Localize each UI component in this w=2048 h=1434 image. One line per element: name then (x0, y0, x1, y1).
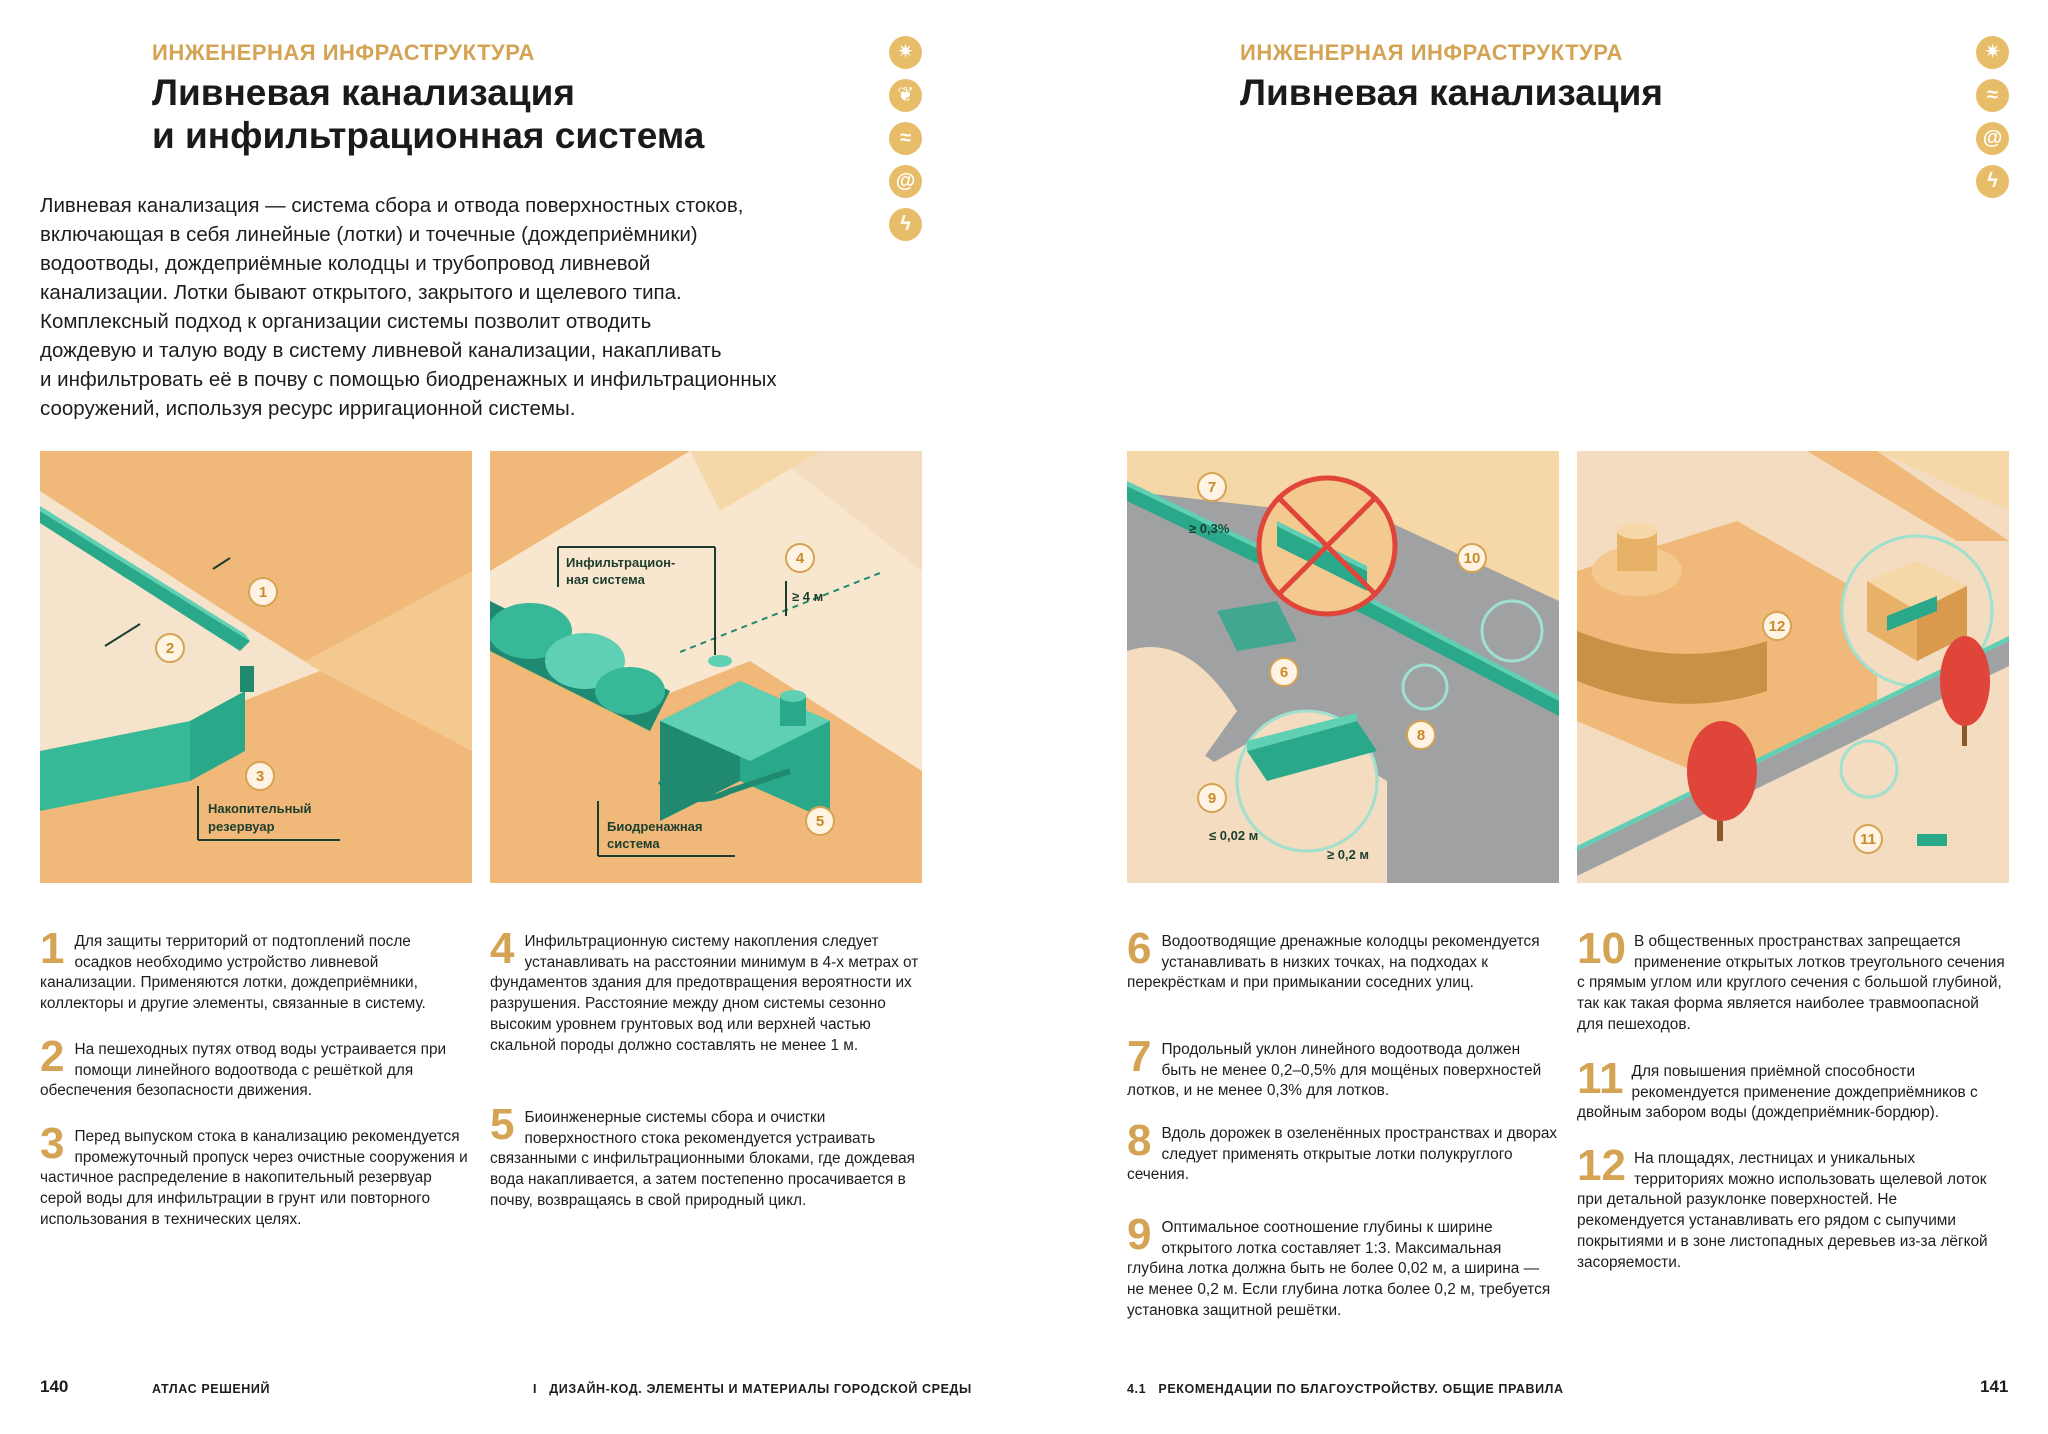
list-item-1 (40, 924, 472, 1015)
label-infiltration-line1: Инфильтрацион- (566, 555, 676, 570)
list-item-4 (490, 924, 922, 1056)
label-biodrain-line2: система (607, 836, 660, 851)
section-kicker-right: ИНЖЕНЕРНАЯ ИНФРАСТРУКТУРА (1240, 40, 1623, 65)
item-number: 1 (40, 924, 65, 973)
marker-4-label: 4 (795, 550, 805, 567)
marker-3-label: 3 (255, 768, 265, 785)
theme-icons-right (1976, 36, 2010, 208)
list-item-10 (1577, 924, 2009, 1036)
item-number: 7 (1127, 1032, 1152, 1081)
item-text: Перед выпуском стока в канализацию рекомендуется промежуточный пропуск через очистные сооружения и частичное распределение в накопительный резервуар серой воды для инфильтрации в грунт или повторного использования в технических целях. (40, 1128, 468, 1228)
label-biodrain-line1: Биодренажная (607, 819, 703, 834)
intro-line: сооружений, используя ресурс ирригационной системы. (40, 397, 576, 420)
width-label: ≥ 0,2 м (1327, 847, 1370, 862)
item-number: 6 (1127, 924, 1152, 973)
list-item-12 (1577, 1141, 2009, 1273)
sun-icon: ✷ (1976, 36, 2009, 69)
slope-label: ≥ 0,3% (1189, 521, 1230, 536)
item-text: Биоинженерные системы сбора и очистки поверхностного стока рекомендуется устраивать связанными с инфильтрационными блоками, где дождевая вода накапливается, а затем постепенно просачивается в почву, возвращаясь в свой природный цикл. (490, 1109, 915, 1209)
marker-12-label: 12 (1768, 618, 1786, 635)
intro-paragraph (40, 191, 777, 423)
lightning-icon: ϟ (1976, 165, 2009, 198)
page-number-left: 140 (40, 1377, 69, 1396)
label-infiltration-line2: ная система (566, 572, 645, 587)
item-text: Инфильтрационную систему накопления следует устанавливать на расстоянии минимум в 4-х метрах от фундаментов здания для предотвращения вероятности их разрушения. Расстояние между дном системы сезонно высоким уровнем грунтовых вод или верхней частью скальной породы должно составлять не менее 1 м. (490, 933, 919, 1054)
item-text: Продольный уклон линейного водоотвода должен быть не менее 0,2–0,5% для мощёных поверхностей лотков, и не менее 0,3% для лотков. (1127, 1041, 1542, 1100)
depth-label: ≤ 0,02 м (1209, 828, 1259, 843)
marker-6-label: 6 (1279, 664, 1289, 681)
intro-line: дождевую и талую воду в систему ливневой канализации, накапливать (40, 339, 722, 362)
marker-9-label: 9 (1207, 790, 1217, 807)
water-icon: ≈ (1976, 79, 2009, 112)
item-number: 5 (490, 1100, 515, 1149)
item-number: 10 (1577, 924, 1626, 973)
marker-11-label: 11 (1860, 831, 1876, 848)
page-number-right: 141 (1980, 1377, 2009, 1396)
spiral-icon: @ (1976, 122, 2009, 155)
list-item-2 (40, 1032, 472, 1102)
item-number: 9 (1127, 1210, 1152, 1259)
list-item-5 (490, 1100, 922, 1212)
item-text: Вдоль дорожек в озеленённых пространствах и дворах следует применять открытые лотки полукруглого сечения. (1127, 1125, 1558, 1184)
item-number: 11 (1577, 1054, 1624, 1103)
list-item-8 (1127, 1116, 1559, 1186)
distance-label: ≥ 4 м (792, 589, 824, 604)
page-title (152, 71, 704, 157)
spiral-icon: @ (889, 165, 922, 198)
marker-10-label: 10 (1463, 550, 1481, 567)
item-text: Водоотводящие дренажные колодцы рекомендуется устанавливать в низких точках, на подходах к перекрёсткам и при примыкании соседних улиц. (1127, 933, 1540, 992)
list-item-9 (1127, 1210, 1559, 1322)
water-icon: ≈ (889, 122, 922, 155)
lightning-icon: ϟ (889, 208, 922, 241)
illustration-infiltration (490, 451, 922, 883)
sun-icon: ✷ (889, 36, 922, 69)
list-item-3 (40, 1119, 472, 1231)
list-item-11 (1577, 1054, 2009, 1124)
item-text: Для защиты территорий от подтоплений после осадков необходимо устройство ливневой канализации. Применяются лотки, дождеприёмники, коллекторы и другие элементы, связанные в систему. (40, 933, 426, 1013)
item-number: 2 (40, 1032, 65, 1081)
item-text: На площадях, лестницах и уникальных территориях можно использовать щелевой лоток при детальной разуклонке поверхностей. Не рекомендуется устанавливать его рядом с сыпучими покрытиями и в зоне листопадных деревьев из-за лёгкой засоряемости. (1577, 1150, 1988, 1271)
footer-section-right: 4.1 РЕКОМЕНДАЦИИ ПО БЛАГОУСТРОЙСТВУ. ОБЩИЕ ПРАВИЛА (1127, 1382, 1564, 1396)
item-number: 3 (40, 1119, 65, 1168)
theme-icons (889, 36, 923, 251)
footer-book-title: АТЛАС РЕШЕНИЙ (152, 1382, 271, 1396)
item-number: 4 (490, 924, 515, 973)
intro-line: и инфильтровать её в почву с помощью биодренажных и инфильтрационных (40, 368, 777, 391)
illustration-linear-drain (40, 451, 472, 883)
label-reservoir-line1: Накопительный (208, 801, 312, 816)
item-text: На пешеходных путях отвод воды устраивается при помощи линейного водоотвода с решёткой для обеспечения безопасности движения. (40, 1041, 447, 1100)
item-number: 8 (1127, 1116, 1152, 1165)
page-title-line1: Ливневая канализация (152, 72, 575, 113)
intro-line: Ливневая канализация — система сбора и отвода поверхностных стоков, (40, 194, 744, 217)
page-title-line2: и инфильтрационная система (152, 115, 705, 156)
label-reservoir-line2: резервуар (208, 819, 275, 834)
page-title-right: Ливневая канализация (1240, 72, 1663, 113)
illustration-slot-drain (1577, 451, 2009, 883)
marker-1-label: 1 (258, 584, 268, 601)
intro-line: водоотводы, дождеприёмные колодцы и трубопровод ливневой (40, 252, 651, 275)
marker-2-label: 2 (165, 640, 175, 657)
marker-5-label: 5 (815, 813, 825, 830)
list-item-7 (1127, 1032, 1559, 1102)
marker-7-label: 7 (1207, 479, 1217, 496)
item-text: В общественных пространствах запрещается применение открытых лотков треугольного сечения с прямым углом или круглого сечения с большой глубиной, так как такая форма является наиболее травмоопасной для пешеходов. (1577, 933, 2005, 1033)
intro-line: Комплексный подход к организации системы позволит отводить (40, 310, 652, 333)
list-item-6 (1127, 924, 1559, 994)
intro-line: включающая в себя линейные (лотки) и точечные (дождеприёмники) (40, 223, 698, 246)
leaf-icon: ❦ (889, 79, 922, 112)
section-kicker: ИНЖЕНЕРНАЯ ИНФРАСТРУКТУРА (152, 40, 535, 65)
illustration-drain-channels (1127, 451, 1559, 883)
item-number: 12 (1577, 1141, 1626, 1190)
marker-8-label: 8 (1416, 727, 1426, 744)
item-text: Для повышения приёмной способности рекомендуется применение дождеприёмников с двойным забором воды (дождеприёмник-бордюр). (1577, 1063, 1978, 1122)
intro-line: канализации. Лотки бывают открытого, закрытого и щелевого типа. (40, 281, 682, 304)
footer-section-left: I ДИЗАЙН-КОД. ЭЛЕМЕНТЫ И МАТЕРИАЛЫ ГОРОДСКОЙ СРЕДЫ (533, 1382, 972, 1396)
item-text: Оптимальное соотношение глубины к ширине открытого лотка составляет 1:3. Максимальная глубина лотка должна быть не более 0,02 м, а ширина — не менее 0,2 м. Если глубина лотка более 0,2 м, требуется установка защитной решётки. (1127, 1219, 1551, 1319)
